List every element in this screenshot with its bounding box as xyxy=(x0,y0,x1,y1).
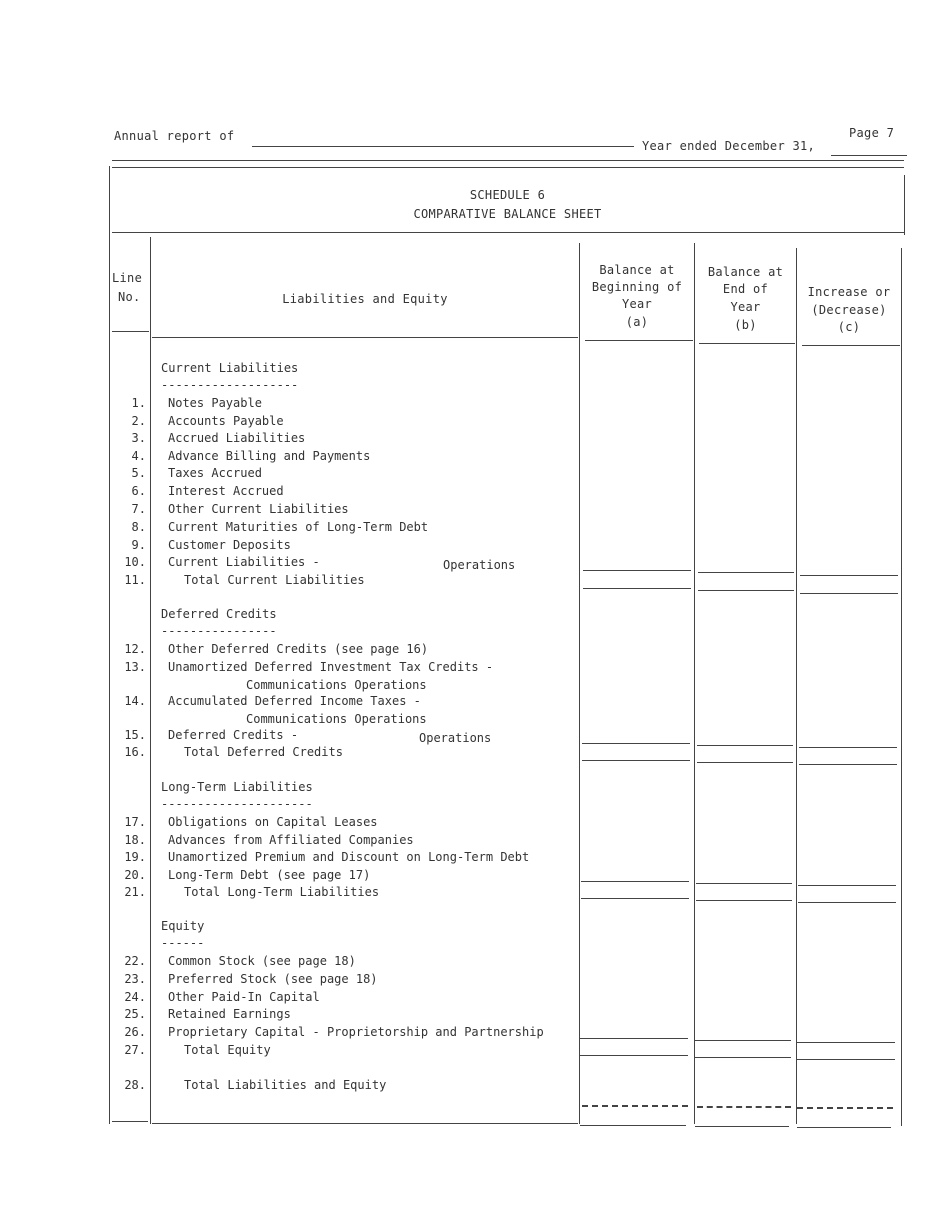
section-deferred-underline: ---------------- xyxy=(161,624,277,638)
col-a-subtotal-rule xyxy=(580,1038,688,1039)
col-b-total-rule xyxy=(695,1057,791,1058)
row-label: Obligations on Capital Leases xyxy=(168,815,378,829)
col-b-grand-total-double-rule xyxy=(697,1106,791,1108)
col-c-header-2: (Decrease) xyxy=(811,303,887,317)
section-equity: Equity xyxy=(161,919,205,933)
col-b-header-2: End of xyxy=(722,282,769,296)
col-a-header-rule xyxy=(585,340,693,341)
row-label: Long-Term Debt (see page 17) xyxy=(168,868,371,882)
col-b-header-4: (b) xyxy=(734,318,757,332)
section-deferred-credits: Deferred Credits xyxy=(161,607,277,621)
col-c-header-rule xyxy=(802,345,900,346)
col-a-left-divider xyxy=(579,243,580,1124)
col-a-header-3: Year xyxy=(621,297,653,311)
row-label-total: Total Equity xyxy=(184,1043,271,1057)
line-number: 21. xyxy=(124,885,146,899)
col-b-subtotal-rule xyxy=(698,572,794,573)
col-a-subtotal-rule xyxy=(581,881,689,882)
col-c-subtotal-rule xyxy=(799,747,897,748)
row-label: Notes Payable xyxy=(168,396,262,410)
year-line[interactable] xyxy=(831,155,907,156)
col-a-header-2: Beginning of xyxy=(591,280,683,294)
grand-total-label: Total Liabilities and Equity xyxy=(184,1078,387,1092)
row-label: Other Current Liabilities xyxy=(168,502,349,516)
col-b-bottom-rule xyxy=(695,1126,789,1127)
lineno-divider xyxy=(150,237,151,1124)
col-a-grand-total-double-rule xyxy=(582,1105,688,1107)
line-number: 17. xyxy=(124,815,146,829)
col-b-total-rule xyxy=(698,590,794,591)
col-b-header-3: Year xyxy=(730,300,761,314)
line-number: 3. xyxy=(131,431,146,445)
col-c-header-3: (c) xyxy=(837,320,861,334)
line-number: 18. xyxy=(124,833,146,847)
title-bottom-rule xyxy=(112,232,904,233)
line-number: 14. xyxy=(124,694,146,708)
line-number: 1. xyxy=(131,396,146,410)
section-current-liabilities: Current Liabilities xyxy=(161,361,299,375)
section-long-term-liabilities: Long-Term Liabilities xyxy=(161,780,313,794)
col-b-header-1: Balance at xyxy=(707,265,784,279)
row-label: Other Paid-In Capital xyxy=(168,990,320,1004)
col-a-header-4: (a) xyxy=(625,315,649,329)
col-c-subtotal-rule xyxy=(797,1042,895,1043)
line-number: 25. xyxy=(124,1007,146,1021)
frame-top-rule xyxy=(112,160,904,161)
row-label: Customer Deposits xyxy=(168,538,291,552)
col-a-header-1: Balance at xyxy=(599,263,675,277)
line-number: 7. xyxy=(131,502,146,516)
row-label: Other Deferred Credits (see page 16) xyxy=(168,642,429,656)
row-label: Deferred Credits - xyxy=(168,728,299,742)
year-ended-label: Year ended December 31, xyxy=(642,139,816,153)
col-a-total-rule xyxy=(580,1055,688,1056)
description-header: Liabilities and Equity xyxy=(282,292,448,306)
row-label: Accounts Payable xyxy=(168,414,284,428)
line-number: 27. xyxy=(124,1043,146,1057)
line-number: 19. xyxy=(124,850,146,864)
row-label: Unamortized Premium and Discount on Long-Term Debt xyxy=(168,850,530,864)
line-number: 9. xyxy=(131,538,146,552)
frame-top-rule-2 xyxy=(112,167,904,168)
col-c-total-rule xyxy=(797,1059,895,1060)
row-sublabel: Communications Operations xyxy=(246,678,427,692)
row-label-total: Total Current Liabilities xyxy=(184,573,365,587)
row-label-operations: Operations xyxy=(443,558,516,572)
section-equity-underline: ------ xyxy=(161,936,205,950)
line-number: 15. xyxy=(124,728,146,742)
col-b-subtotal-rule xyxy=(697,745,793,746)
no-header: No. xyxy=(118,290,141,304)
line-number: 16. xyxy=(124,745,146,759)
col-c-total-rule xyxy=(798,902,896,903)
col-a-right-divider xyxy=(694,243,695,1124)
row-label: Interest Accrued xyxy=(168,484,284,498)
row-label: Accumulated Deferred Income Taxes - xyxy=(168,694,421,708)
row-label-total: Total Deferred Credits xyxy=(184,745,343,759)
col-c-subtotal-rule xyxy=(798,885,896,886)
line-header: Line xyxy=(112,271,143,285)
row-label: Unamortized Deferred Investment Tax Credits - xyxy=(168,660,494,674)
row-label: Accrued Liabilities xyxy=(168,431,306,445)
line-number: 5. xyxy=(131,466,146,480)
col-a-total-rule xyxy=(582,760,690,761)
desc-bottom-rule xyxy=(152,1123,578,1124)
schedule-number: SCHEDULE 6 xyxy=(469,188,546,202)
col-c-grand-total-double-rule xyxy=(797,1107,893,1109)
line-number: 2. xyxy=(131,414,146,428)
col-a-total-rule xyxy=(583,588,691,589)
row-label: Advance Billing and Payments xyxy=(168,449,371,463)
desc-header-rule xyxy=(152,337,578,338)
col-b-total-rule xyxy=(697,762,793,763)
col-c-right-divider xyxy=(901,248,902,1126)
col-b-subtotal-rule xyxy=(695,1040,791,1041)
annual-report-label: Annual report of xyxy=(114,129,235,143)
line-number: 22. xyxy=(124,954,146,968)
col-b-subtotal-rule xyxy=(696,883,792,884)
row-label: Retained Earnings xyxy=(168,1007,291,1021)
col-b-right-divider xyxy=(796,248,797,1124)
row-label: Taxes Accrued xyxy=(168,466,262,480)
col-c-subtotal-rule xyxy=(800,575,898,576)
line-number: 4. xyxy=(131,449,146,463)
row-label: Preferred Stock (see page 18) xyxy=(168,972,378,986)
section-longterm-underline: --------------------- xyxy=(161,797,313,811)
col-b-header-rule xyxy=(699,343,795,344)
line-number: 6. xyxy=(131,484,146,498)
line-number: 26. xyxy=(124,1025,146,1039)
col-c-total-rule xyxy=(800,593,898,594)
line-number: 12. xyxy=(124,642,146,656)
right-border-top xyxy=(904,175,905,235)
schedule-title: COMPARATIVE BALANCE SHEET xyxy=(413,207,602,221)
row-label: Common Stock (see page 18) xyxy=(168,954,356,968)
line-number: 11. xyxy=(124,573,146,587)
reporter-name-line[interactable] xyxy=(252,146,634,147)
section-current-underline: ------------------- xyxy=(161,378,299,392)
row-label: Advances from Affiliated Companies xyxy=(168,833,414,847)
col-c-header-1: Increase or xyxy=(807,285,891,299)
col-b-total-rule xyxy=(696,900,792,901)
col-a-total-rule xyxy=(581,898,689,899)
page-number: Page 7 xyxy=(849,126,895,140)
line-number: 23. xyxy=(124,972,146,986)
row-label: Current Liabilities - xyxy=(168,555,320,569)
row-label-operations: Operations xyxy=(419,731,492,745)
col-a-bottom-rule xyxy=(580,1125,686,1126)
row-label-total: Total Long-Term Liabilities xyxy=(184,885,380,899)
lineno-header-rule xyxy=(112,331,149,332)
lineno-bottom-rule xyxy=(112,1121,148,1122)
line-number: 8. xyxy=(131,520,146,534)
line-number: 10. xyxy=(124,555,146,569)
col-c-total-rule xyxy=(799,764,897,765)
col-a-subtotal-rule xyxy=(582,743,690,744)
line-number: 28. xyxy=(124,1078,146,1092)
row-label: Proprietary Capital - Proprietorship and Partnership xyxy=(168,1025,544,1039)
line-number: 24. xyxy=(124,990,146,1004)
col-a-subtotal-rule xyxy=(583,570,691,571)
row-label: Current Maturities of Long-Term Debt xyxy=(168,520,429,534)
row-sublabel: Communications Operations xyxy=(246,712,427,726)
line-number: 20. xyxy=(124,868,146,882)
line-number: 13. xyxy=(124,660,146,674)
col-c-bottom-rule xyxy=(797,1127,891,1128)
